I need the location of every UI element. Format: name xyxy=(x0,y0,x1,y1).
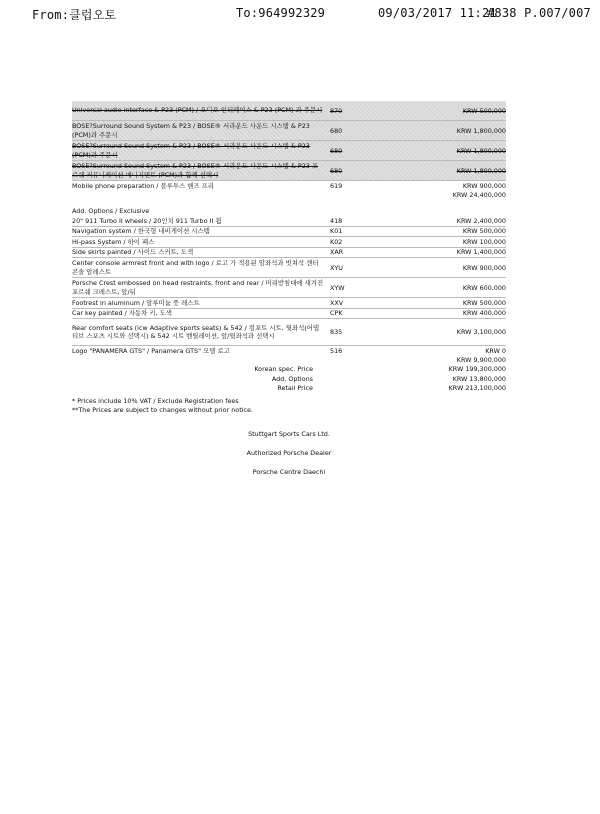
item-price: KRW 1,800,000 xyxy=(456,126,506,135)
item-description: Car key painted / 자동차 키, 도색 xyxy=(72,309,172,317)
item-code: 619 xyxy=(330,181,343,190)
line-item xyxy=(72,257,506,277)
item-price: KRW 2,400,000 xyxy=(456,216,506,225)
line-item xyxy=(72,277,506,297)
fax-header xyxy=(0,0,600,22)
item-code: 835 xyxy=(330,328,343,336)
line-item xyxy=(72,236,506,247)
audio-options-total: KRW 24,400,000 xyxy=(452,190,506,199)
item-description: BOSE?Surround Sound System & P23 / BOSE® 서라운드 사운드 시스템 & P23 (PCM)과 주문시 xyxy=(72,142,310,159)
exclusive-options-list xyxy=(72,216,506,356)
fax-to: To:964992329 xyxy=(236,6,326,20)
item-description: Porsche Crest embossed on head restraints, front and rear / 머리받침대에 새겨진 포르쉐 크레스트, 앞/뒤 xyxy=(72,279,324,296)
item-description: BOSE?Surround Sound System & P23 / BOSE® 서라운드 사운드 시스템 & P23 포르쉐 커뮤니케이션 매니지먼트 (PCM)과 함께 선택시 xyxy=(72,162,319,179)
item-code: 870 xyxy=(330,106,343,115)
item-description: Rear comfort seats (icw Adaptive sports seats) & 542 / 컴포트 시트, 뒷좌석(어댑티브 스포츠 시트와 선택시) & 542 시트 벤틸레이션, 앞/뒷좌석과 선택시 xyxy=(72,323,320,340)
dealer-company: Stuttgart Sports Cars Ltd. xyxy=(248,429,330,438)
item-description: 20" 911 Turbo II wheels / 20인치 911 Turbo II 휠 xyxy=(72,216,222,225)
options-total: KRW 9,900,000 xyxy=(456,355,506,364)
item-price: KRW 500,000 xyxy=(462,106,506,115)
summary-label: Retail Price xyxy=(277,384,313,392)
line-item xyxy=(72,247,506,258)
item-price: KRW 100,000 xyxy=(462,237,506,246)
dealer-authorized: Authorized Porsche Dealer xyxy=(246,448,332,457)
item-price: KRW 900,000 xyxy=(462,263,506,272)
fax-from: From:클럽오토 xyxy=(32,8,117,22)
item-code: 418 xyxy=(330,216,343,225)
line-item xyxy=(72,160,506,180)
price-notes xyxy=(72,397,506,415)
price-sheet xyxy=(72,101,506,482)
summary-row xyxy=(72,365,506,375)
item-price: KRW 600,000 xyxy=(462,283,506,292)
line-item xyxy=(72,226,506,237)
item-price: KRW 0 xyxy=(485,346,506,355)
summary-row xyxy=(72,384,506,394)
line-item xyxy=(72,345,506,356)
item-code: 680 xyxy=(330,126,343,135)
line-item xyxy=(72,318,506,345)
fax-page-number: #838 P.007/007 xyxy=(487,6,591,20)
note-changes: **The Prices are subject to changes without prior notice. xyxy=(72,405,253,414)
item-code: XAR xyxy=(330,248,344,257)
summary-row xyxy=(72,375,506,385)
item-price: KRW 500,000 xyxy=(462,298,506,307)
item-description: Hi-pass System / 하이 패스 xyxy=(72,237,155,246)
summary-value: KRW 199,300,000 xyxy=(448,365,506,373)
item-description: Footrest in aluminum / 알루미늄 풋 레스트 xyxy=(72,298,200,307)
item-price: KRW 400,000 xyxy=(462,309,506,318)
note-vat: * Prices include 10% VAT / Exclude Registration fees xyxy=(72,396,239,405)
item-price: KRW 1,800,000 xyxy=(456,166,506,175)
item-price: KRW 1,400,000 xyxy=(456,248,506,257)
item-description: Side skirts painted / 사이드 스커트, 도색 xyxy=(72,248,194,256)
item-description: Logo "PANAMERA GTS" / Panamera GTS" 모델 로고 xyxy=(72,346,230,355)
summary-value: KRW 213,100,000 xyxy=(448,384,506,392)
item-price: KRW 1,800,000 xyxy=(456,146,506,155)
item-price: KRW 3,100,000 xyxy=(456,328,506,336)
item-code: XYW xyxy=(330,283,345,292)
line-item xyxy=(72,120,506,140)
item-price: KRW 900,000 xyxy=(462,181,506,190)
item-code: XXV xyxy=(330,298,344,307)
item-code: XYU xyxy=(330,263,343,272)
line-item xyxy=(72,297,506,308)
dealer-centre: Porsche Centre Daechi xyxy=(252,467,326,476)
audio-options-list xyxy=(72,101,506,191)
item-description: Universal audio interface & P23 (PCM) / 오디오 인터페이스 & P23 (PCM) 과 주문시 xyxy=(72,106,323,115)
fax-datetime: 09/03/2017 11:21 xyxy=(378,6,497,20)
item-code: 516 xyxy=(330,346,343,355)
summary-label: Add. Options xyxy=(271,374,313,383)
price-summary xyxy=(72,365,506,394)
options-section-title: Add. Options / Exclusive xyxy=(72,207,150,215)
line-item xyxy=(72,216,506,226)
dealer-info xyxy=(72,425,506,482)
item-code: 680 xyxy=(330,166,343,175)
item-description: BOSE?Surround Sound System & P23 / BOSE® 서라운드 사운드 시스템 & P23 (PCM)과 주문시 xyxy=(72,122,310,139)
line-item xyxy=(72,140,506,160)
summary-label: Korean spec. Price xyxy=(254,365,313,373)
item-description: Center console armrest front and with logo / 로고 가 적용된 암좌석과 빗쳐석 센터 콘솔 암레스트 xyxy=(72,259,319,276)
item-price: KRW 500,000 xyxy=(462,227,506,236)
item-code: K01 xyxy=(330,227,343,236)
line-item xyxy=(72,180,506,191)
item-code: CPK xyxy=(330,309,343,318)
line-item xyxy=(72,308,506,319)
item-code: 680 xyxy=(330,146,343,155)
item-description: Mobile phone preparation / 블루투스 핸즈 프리 xyxy=(72,181,214,190)
summary-value: KRW 13,800,000 xyxy=(452,374,506,383)
line-item xyxy=(72,101,506,120)
item-code: K02 xyxy=(330,237,343,246)
item-description: Navigation system / 한국형 네비게이션 시스템 xyxy=(72,227,210,235)
